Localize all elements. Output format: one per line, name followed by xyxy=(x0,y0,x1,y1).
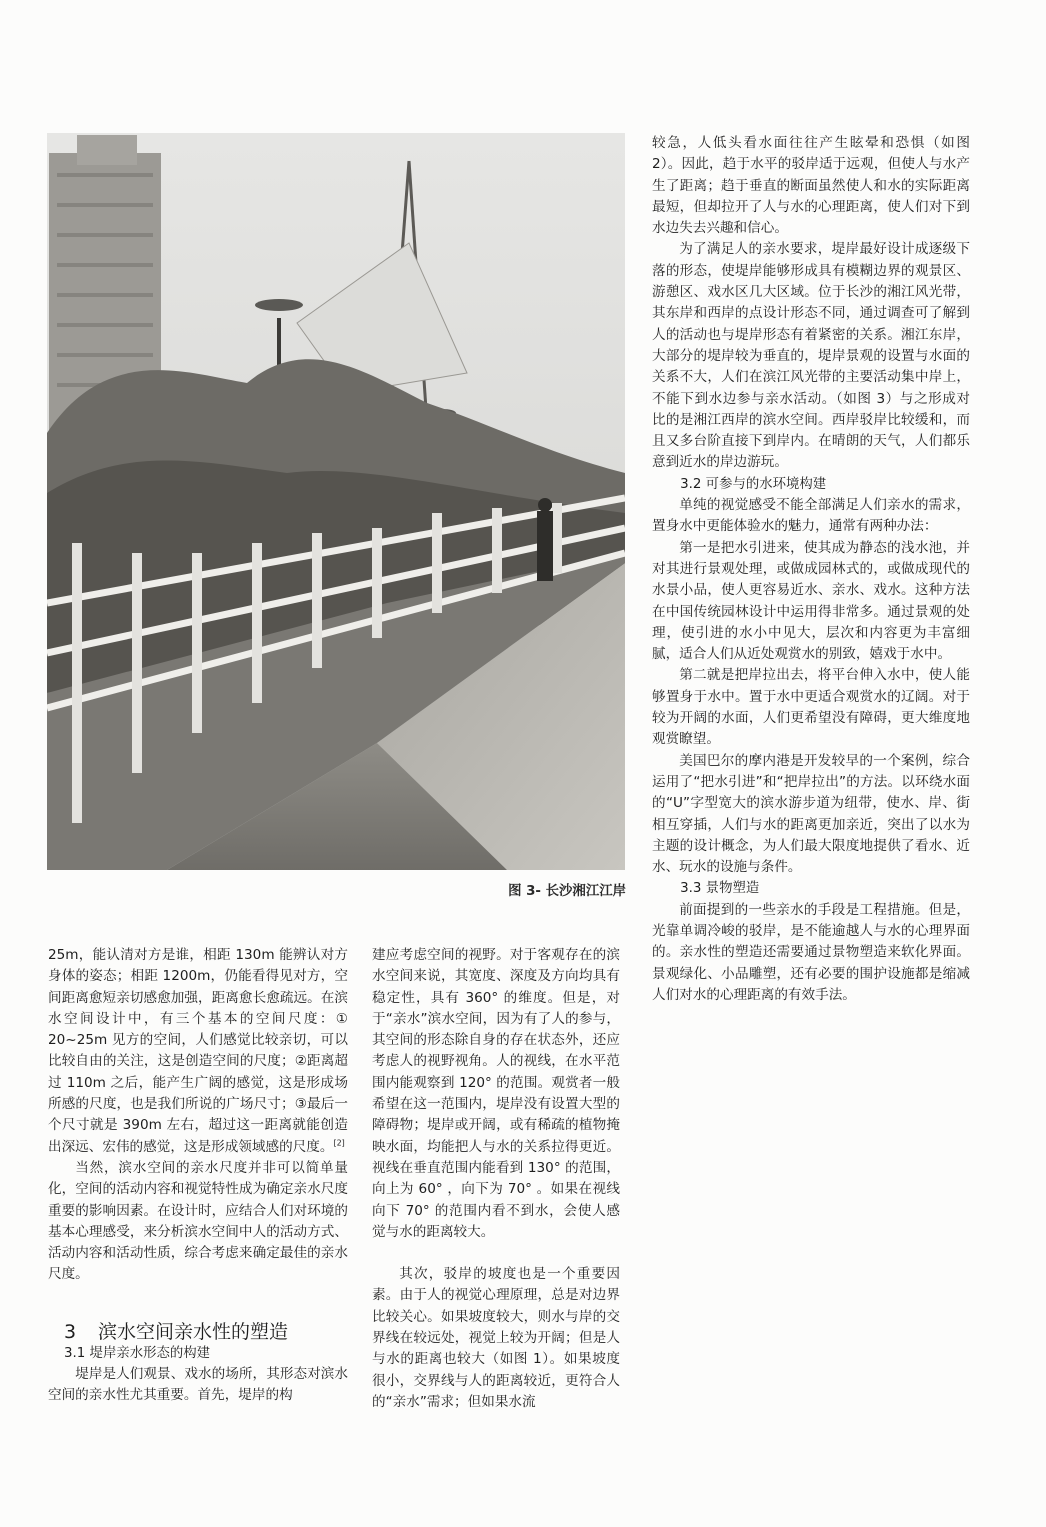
body-paragraph: 25m，能认清对方是谁，相距 130m 能辨认对方身体的姿态；相距 1200m，仍能看得见对方，空间距离愈短亲切感愈加强，距离愈长愈疏远。在滨水空间设计中，有三个基本的空间尺度：① 20~25m 见方的空间，人们感觉比较亲切，可以比较自由的关注，这是创造空间的尺度；②距离超过 110m 之后，能产生广阔的感觉，这是形成场所感的尺度，也是我们所说的广场尺寸；③最后一个尺寸就是 390m 左右，超过这一距离就能创造出深远、宏伟的感觉，这是形成领域感的尺度。[2] xyxy=(48,947,348,1155)
reference-mark: [2] xyxy=(333,1138,345,1148)
figure-caption: 图 3- 长沙湘江江岸 xyxy=(508,884,626,899)
body-paragraph: 其次，驳岸的坡度也是一个重要因素。由于人的视觉心理原理，总是对边界比较关心。如果坡度较大，则水与岸的交界线在较远处，视觉上较为开阔；但是人与水的距离也较大（如图 1）。如果坡度很小，交界线与人的距离较近，更符合人的“亲水”需求；但如果水流 xyxy=(372,1266,620,1410)
section-title: 滨水空间亲水性的塑造 xyxy=(98,1320,289,1343)
embankment-photo xyxy=(47,133,625,870)
body-paragraph: 美国巴尔的摩内港是开发较早的一个案例，综合运用了“把水引进”和“把岸拉出”的方法。以环绕水面的“U”字型宽大的滨水游步道为纽带，使水、岸、街相互穿插，人们与水的距离更加亲近，突出了以水为主题的设计概念，为人们最大限度地提供了看水、近水、玩水的设施与条件。 xyxy=(652,752,970,876)
body-paragraph: 单纯的视觉感受不能全部满足人们亲水的需求，置身水中更能体验水的魅力，通常有两种办法： xyxy=(652,497,970,535)
body-paragraph: 第二就是把岸拉出去，将平台伸入水中，使人能够置身于水中。置于水中更适合观赏水的辽阔。对于较为开阔的水面，人们更希望没有障碍，更大维度地观赏瞭望。 xyxy=(652,667,970,748)
body-paragraph: 较急，人低头看水面往往产生眩晕和恐惧（如图 2）。因此，趋于水平的驳岸适于远观，但使人与水产生了距离；趋于垂直的断面虽然使人和水的实际距离最短，但却拉开了人与水的心理距离，使人们对下到水边失去兴趣和信心。 xyxy=(652,135,970,237)
body-paragraph: 堤岸是人们观景、戏水的场所，其形态对滨水空间的亲水性尤其重要。首先，堤岸的构 xyxy=(48,1365,348,1404)
section-heading xyxy=(48,1320,348,1344)
body-paragraph: 建应考虑空间的视野。对于客观存在的滨水空间来说，其宽度、深度及方向均具有稳定性，具有 360° 的维度。但是，对于“亲水”滨水空间，因为有了人的参与，其空间的形态除自身的存在状态外，还应考虑人的视野视角。人的视线，在水平范围内能观察到 120° 的范围。观赏者一般希望在这一范围内，堤岸没有设置大型的障碍物；堤岸或开阔，或有稀疏的植物掩映水面，均能把人与水的关系拉得更近。视线在垂直范围内能看到 130° 的范围，向上为 60° ，向下为 70° 。如果在视线向下 70° 的范围内看不到水，会使人感觉与水的距离较大。 xyxy=(372,947,620,1240)
right-text-column xyxy=(652,133,970,1006)
subsection-heading: 3.3 景物塑造 xyxy=(680,881,760,897)
subsection-heading: 3.1 堤岸亲水形态的构建 xyxy=(64,1345,211,1361)
left-text-column xyxy=(48,945,348,1406)
body-paragraph: 当然，滨水空间的亲水尺度并非可以简单量化，空间的活动内容和视觉特性成为确定亲水尺度重要的影响因素。在设计时，应结合人们对环境的基本心理感受，来分析滨水空间中人的活动方式、活动内容和活动性质，综合考虑来确定最佳的亲水尺度。 xyxy=(48,1159,348,1283)
body-paragraph: 前面提到的一些亲水的手段是工程措施。但是，光靠单调冷峻的驳岸，是不能逾越人与水的心理界面的。亲水性的塑造还需要通过景物塑造来软化界面。景观绿化、小品雕塑，还有必要的围护设施都是缩减人们对水的心理距离的有效手法。 xyxy=(652,901,970,1003)
middle-text-column xyxy=(372,945,620,1413)
body-paragraph: 为了满足人的亲水要求，堤岸最好设计成逐级下落的形态，使堤岸能够形成具有模糊边界的观景区、游憩区、戏水区几大区域。位于长沙的湘江风光带，其东岸和西岸的点设计形态不同，通过调查可了解到人的活动也与堤岸形态有着紧密的关系。湘江东岸， 大部分的堤岸较为垂直的，堤岸景观的设置与水面的关系不大，人们在滨江风光带的主要活动集中岸上，不能下到水边参与亲水活动。（如图 3）与之形成对比的是湘江西岸的滨水空间。西岸驳岸比较缓和，而且又多台阶直接下到岸内。在晴朗的天气，人们都乐意到近水的岸边游玩。 xyxy=(652,241,970,471)
section-number: 3 xyxy=(64,1320,77,1343)
subsection-heading: 3.2 可参与的水环境构建 xyxy=(680,476,827,492)
body-paragraph: 第一是把水引进来，使其成为静态的浅水池，并对其进行景观处理，或做成园林式的，或做成现代的水景小品，使人更容易近水、亲水、戏水。这种方法在中国传统园林设计中运用得非常多。通过景观的处理，使引进的水小中见大，层次和内容更为丰富细腻，适合人们从近处观赏水的别致，嬉戏于水中。 xyxy=(652,539,970,663)
